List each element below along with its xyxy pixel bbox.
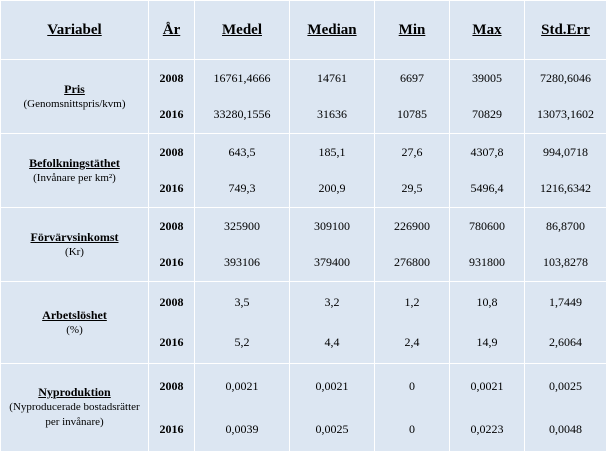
stderr-values bbox=[525, 209, 606, 281]
stderr-value: 7280,6046 bbox=[540, 71, 591, 85]
year-values bbox=[149, 61, 194, 133]
median-value: 14761 bbox=[317, 71, 347, 85]
max-values bbox=[450, 365, 524, 451]
variable-unit: (%) bbox=[66, 323, 83, 336]
stderr-cell bbox=[525, 364, 607, 452]
min-values bbox=[375, 209, 449, 281]
median-values bbox=[290, 61, 374, 133]
table-row bbox=[1, 282, 607, 364]
median-values bbox=[290, 209, 374, 281]
median-value: 31636 bbox=[317, 107, 347, 121]
variable-cell bbox=[1, 60, 149, 134]
max-values bbox=[450, 283, 524, 363]
min-value: 10785 bbox=[397, 107, 427, 121]
stderr-cell bbox=[525, 282, 607, 364]
year-value: 2008 bbox=[159, 145, 184, 159]
min-values bbox=[375, 283, 449, 363]
stderr-cell bbox=[525, 60, 607, 134]
median-value: 0,0021 bbox=[315, 378, 349, 393]
stderr-value: 0,0048 bbox=[549, 421, 582, 436]
stderr-value: 994,0718 bbox=[543, 145, 588, 159]
max-cell bbox=[450, 134, 525, 208]
medel-value: 643,5 bbox=[228, 145, 256, 159]
year-value: 2008 bbox=[159, 295, 184, 309]
stderr-values bbox=[525, 283, 606, 363]
min-cell bbox=[375, 60, 450, 134]
stderr-values bbox=[525, 365, 606, 451]
header-variabel: Variabel bbox=[1, 1, 149, 60]
medel-value: 16761,4666 bbox=[213, 71, 271, 85]
max-value: 0,0223 bbox=[470, 421, 504, 436]
min-cell bbox=[375, 364, 450, 452]
medel-value: 0,0021 bbox=[225, 378, 259, 393]
year-values bbox=[149, 209, 194, 281]
medel-cell bbox=[195, 282, 290, 364]
medel-value: 325900 bbox=[224, 219, 260, 233]
table-row bbox=[1, 134, 607, 208]
header-median: Median bbox=[290, 1, 375, 60]
header-max: Max bbox=[450, 1, 525, 60]
median-value: 379400 bbox=[314, 255, 350, 269]
table-row bbox=[1, 364, 607, 452]
median-values bbox=[290, 135, 374, 207]
max-cell bbox=[450, 208, 525, 282]
table-row bbox=[1, 60, 607, 134]
medel-value: 393106 bbox=[224, 255, 260, 269]
year-value: 2008 bbox=[159, 378, 184, 393]
variable-name: Befolkningstäthet bbox=[29, 155, 120, 170]
max-value: 4307,8 bbox=[470, 145, 504, 159]
max-values bbox=[450, 209, 524, 281]
medel-value: 33280,1556 bbox=[213, 107, 271, 121]
min-value: 0 bbox=[409, 378, 415, 393]
max-value: 14,9 bbox=[476, 335, 498, 349]
stderr-value: 2,6064 bbox=[549, 335, 582, 349]
median-cell bbox=[290, 60, 375, 134]
stderr-cell bbox=[525, 208, 607, 282]
median-values bbox=[290, 365, 374, 451]
max-value: 931800 bbox=[469, 255, 505, 269]
median-value: 4,4 bbox=[324, 335, 340, 349]
median-values bbox=[290, 283, 374, 363]
year-cell bbox=[149, 364, 195, 452]
medel-cell bbox=[195, 60, 290, 134]
header-medel: Medel bbox=[195, 1, 290, 60]
year-value: 2008 bbox=[159, 71, 184, 85]
year-value: 2016 bbox=[159, 181, 184, 195]
variable-unit: (Kr) bbox=[65, 245, 84, 258]
min-value: 2,4 bbox=[404, 335, 420, 349]
stderr-value: 13073,1602 bbox=[537, 107, 594, 121]
medel-cell bbox=[195, 364, 290, 452]
max-value: 39005 bbox=[472, 71, 502, 85]
median-cell bbox=[290, 364, 375, 452]
year-values bbox=[149, 283, 194, 363]
stderr-value: 1216,6342 bbox=[540, 181, 591, 195]
medel-cell bbox=[195, 208, 290, 282]
header-stderr: Std.Err bbox=[525, 1, 607, 60]
variable-cell bbox=[1, 282, 149, 364]
medel-values bbox=[195, 61, 289, 133]
variable-unit: (Nyproducerade bostadsrätter per invånare) bbox=[9, 401, 140, 428]
variable-name: Förvärvsinkomst bbox=[30, 229, 119, 244]
min-value: 1,2 bbox=[404, 295, 420, 309]
min-values bbox=[375, 135, 449, 207]
median-value: 200,9 bbox=[318, 181, 346, 195]
stderr-value: 103,8278 bbox=[543, 255, 588, 269]
year-value: 2016 bbox=[159, 421, 184, 436]
min-cell bbox=[375, 134, 450, 208]
median-value: 3,2 bbox=[324, 295, 340, 309]
variable-cell bbox=[1, 134, 149, 208]
median-cell bbox=[290, 282, 375, 364]
min-values bbox=[375, 61, 449, 133]
max-value: 5496,4 bbox=[470, 181, 504, 195]
variable-cell bbox=[1, 208, 149, 282]
variable-name: Pris bbox=[64, 81, 85, 96]
medel-value: 749,3 bbox=[228, 181, 256, 195]
year-values bbox=[149, 365, 194, 451]
max-cell bbox=[450, 60, 525, 134]
year-values bbox=[149, 135, 194, 207]
medel-value: 0,0039 bbox=[225, 421, 259, 436]
year-value: 2016 bbox=[159, 107, 184, 121]
max-value: 780600 bbox=[469, 219, 505, 233]
header-ar: År bbox=[149, 1, 195, 60]
median-value: 185,1 bbox=[318, 145, 346, 159]
year-cell bbox=[149, 134, 195, 208]
header-min: Min bbox=[375, 1, 450, 60]
medel-cell bbox=[195, 134, 290, 208]
stderr-values bbox=[525, 61, 606, 133]
median-cell bbox=[290, 208, 375, 282]
median-value: 309100 bbox=[314, 219, 350, 233]
min-value: 276800 bbox=[394, 255, 430, 269]
year-cell bbox=[149, 282, 195, 364]
table-row bbox=[1, 208, 607, 282]
stderr-value: 0,0025 bbox=[549, 378, 582, 393]
variable-cell bbox=[1, 364, 149, 452]
max-value: 10,8 bbox=[476, 295, 498, 309]
median-cell bbox=[290, 134, 375, 208]
max-values bbox=[450, 135, 524, 207]
min-cell bbox=[375, 208, 450, 282]
min-value: 226900 bbox=[394, 219, 430, 233]
year-value: 2016 bbox=[159, 335, 184, 349]
stderr-value: 86,8700 bbox=[546, 219, 585, 233]
variable-unit: (Invånare per km²) bbox=[33, 171, 116, 184]
year-cell bbox=[149, 60, 195, 134]
medel-values bbox=[195, 135, 289, 207]
max-cell bbox=[450, 364, 525, 452]
medel-value: 3,5 bbox=[234, 295, 250, 309]
stderr-cell bbox=[525, 134, 607, 208]
min-value: 29,5 bbox=[401, 181, 423, 195]
min-cell bbox=[375, 282, 450, 364]
stderr-values bbox=[525, 135, 606, 207]
min-value: 6697 bbox=[400, 71, 424, 85]
year-cell bbox=[149, 208, 195, 282]
max-cell bbox=[450, 282, 525, 364]
stderr-value: 1,7449 bbox=[549, 295, 582, 309]
min-values bbox=[375, 365, 449, 451]
year-value: 2016 bbox=[159, 255, 184, 269]
medel-values bbox=[195, 209, 289, 281]
medel-values bbox=[195, 365, 289, 451]
variable-unit: (Genomsnittspris/kvm) bbox=[23, 97, 126, 110]
medel-value: 5,2 bbox=[234, 335, 250, 349]
year-value: 2008 bbox=[159, 219, 184, 233]
variable-name: Nyproduktion bbox=[38, 385, 111, 399]
min-value: 27,6 bbox=[401, 145, 423, 159]
median-value: 0,0025 bbox=[315, 421, 349, 436]
header-row bbox=[1, 1, 607, 60]
max-values bbox=[450, 61, 524, 133]
min-value: 0 bbox=[409, 421, 415, 436]
variable-name: Arbetslöshet bbox=[42, 307, 107, 322]
max-value: 70829 bbox=[472, 107, 502, 121]
max-value: 0,0021 bbox=[470, 378, 504, 393]
medel-values bbox=[195, 283, 289, 363]
